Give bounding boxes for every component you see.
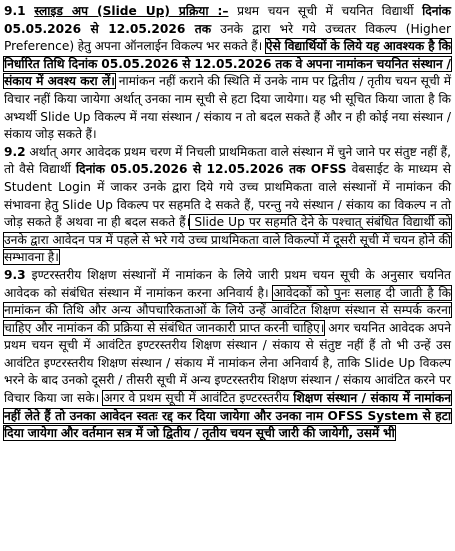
- section-9-1-text-1: प्रथम चयन सूची में चयनित विद्यार्थी: [228, 4, 423, 18]
- section-9-1-text-3: नामांकन नहीं कराने की स्थिति में उनके नाम पर द्वितीय / तृतीय चयन सूची में विचार नहीं किया जायेगा अर्थात् उनका नाम सूची से हटा दिया जायेगा। यह भी सूचित किया जाता है कि अभ्यर्थी Slide Up विकल्प में नया संस्थान / संकाय न तो बदल सकते हैं और न ही कोई नया संस्थान / संकाय जोड़ सकते हैं।: [4, 74, 451, 142]
- section-9-1-boxed-notice: ऐसे विद्यार्थियों के लिये यह आवश्यक है कि निर्धारित तिथि दिनांक 05.05.2026 से 12.05.2026 तक वे अपना नामांकन चयनित संस्थान / संकाय में अवश्य करा लें।: [4, 39, 451, 89]
- section-9-1: [4, 3, 451, 144]
- section-9-2: [4, 144, 451, 267]
- section-9-1-text-2: उनके द्वारा भरे गये उच्चतर विकल्प (Higher Preference) हेतु अपना ऑनलाईन विकल्प भर सकते हैं।: [4, 21, 451, 54]
- section-9-3-text-1: इण्टरस्तरीय शिक्षण संस्थानों में नामांकन के लिये जारी प्रथम चयन सूची के अनुसार चयनित आवेदक को संबंधित संस्थान में नामांकन करना अनिवार्य है।: [4, 267, 451, 300]
- section-9-2-boxed-text: Slide Up पर सहमति देने के पश्चात् संबंधित विद्यार्थी को उनके द्वारा आवेदन पत्र में पहले से भरे गये उच्च प्राथमिकता वाले विकल्पों में दूसरी सूची में चयन होने की सम्भावना है।: [4, 215, 451, 265]
- section-9-2-date-range: दिनांक 05.05.2026 से 12.05.2026 तक OFSS: [76, 162, 347, 177]
- section-9-2-number: 9.2: [4, 144, 26, 159]
- section-9-3-boxed-advice: आवेदकों को पुनः सलाह दी जाती है कि नामांकन की तिथि और अन्य औपचारिकताओं के लिये उन्हें आवंटित शिक्षण संस्थान से सम्पर्क करना चाहिए और नामांकन की प्रक्रिया से संबंधित जानकारी प्राप्त करनी चाहिए।: [4, 285, 451, 335]
- section-9-2-text-1: अर्थात् अगर आवेदक प्रथम चरण में निचली प्राथमिकता वाले संस्थान में चुने जाने पर संतुष्ट नहीं हैं, तो वैसे विद्यार्थी: [4, 144, 451, 177]
- section-9-3-boxed-lead: अगर वे प्रथम सूची में आवंटित इण्टरस्तरीय: [103, 391, 294, 406]
- section-9-3-number: 9.3: [4, 267, 26, 282]
- section-9-1-date-range: दिनांक 05.05.2026 से 12.05.2026 तक: [4, 4, 451, 36]
- section-9-1-number: 9.1: [4, 4, 26, 18]
- section-9-3: [4, 267, 451, 443]
- section-9-1-heading: स्लाइड अप (Slide Up) प्रक्रिया :–: [34, 4, 229, 18]
- section-9-3-boxed-bold: शिक्षण संस्थान / संकाय में नामांकन नहीं लेते हैं तो उनका आवेदन स्वतः रद्द कर दिया जायेगा और उनका नाम OFSS System से हटा दिया जायेगा और वर्तमान सत्र में जो द्वितीय / तृतीय चयन सूची जारी की जायेगी, उसमें भी: [4, 391, 451, 441]
- section-9-3-text-3: अगर चयनित आवेदक अपने प्रथम चयन सूची में आवंटित इण्टरस्तरीय शिक्षण संस्थान / संकाय से संतुष्ट नहीं हैं तो भी उन्हें उस आवंटित इण्टरस्तरीय शिक्षण संस्थान / संकाय में नामांकन लेना अनिवार्य है, ताकि Slide Up विकल्प भरने के बाद उनको दूसरी / तीसरी सूची में अन्य इण्टरस्तरीय शिक्षण संस्थान / संकाय आवंटित करने पर विचार किया जा सके।: [4, 320, 451, 406]
- section-9-2-text-2: वेबसाईट के माध्यम से Student Login में जाकर उनके द्वारा दिये गये उच्च प्राथमिकता वाले संस्थानों में नामांकन की संभावना हेतु Slide Up विकल्प पर सहमति दे सकते हैं, परन्तु नये संस्थान / संकाय का विकल्प न तो जोड़ सकते हैं अथवा ना ही बदल सकते हैं।: [4, 162, 451, 230]
